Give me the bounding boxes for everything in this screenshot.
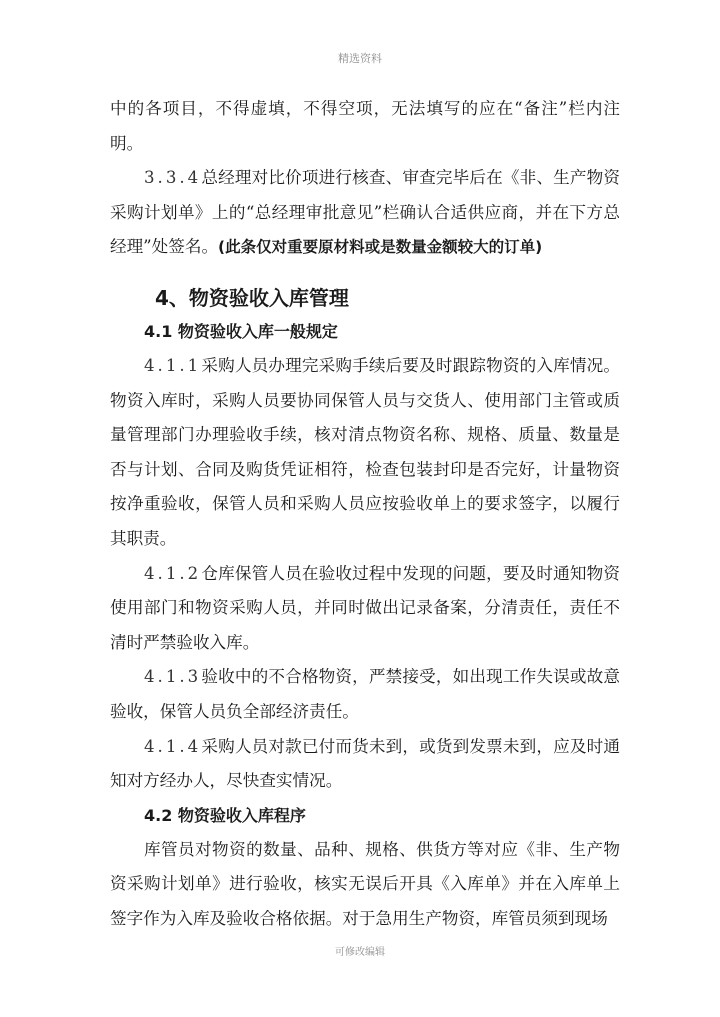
clause-number: 4.1.2: [144, 563, 202, 583]
clause-number: 3.3.4: [144, 168, 202, 188]
section-heading-4: 4、物资验收入库管理: [155, 285, 349, 310]
subsection-heading-4-2: 4.2 物资验收入库程序: [144, 805, 306, 825]
paragraph-4-1-2: [110, 557, 620, 661]
clause-number: 4.1.3: [144, 667, 202, 687]
clause-text: 总经理对比价项进行核查、审查完毕后在《非、生产物资采购计划单》上的“总经理审批意见”栏确认合适供应商，并在下方总经理”处签名。: [110, 168, 620, 257]
paragraph-4-1-1: [110, 349, 620, 557]
page-footer: 可修改编辑: [335, 947, 385, 958]
clause-text: 验收中的不合格物资，严禁接受，如出现工作失误或故意验收，保管人员负全部经济责任。: [110, 667, 620, 721]
paragraph-4-2: 库管员对物资的数量、品种、规格、供货方等对应《非、生产物资采购计划单》进行验收，核实无误后开具《入库单》并在入库单上签字作为入库及验收合格依据。对于急用生产物资，库管员须到现场: [110, 839, 620, 928]
paragraph-4-1-4: [110, 730, 620, 799]
clause-text: 采购人员对款已付而货未到，或货到发票未到，应及时通知对方经办人，尽快查实情况。: [110, 736, 620, 791]
document-body: [110, 92, 620, 936]
clause-number: 4.1.1: [144, 355, 202, 375]
clause-bold-note: (此条仅对重要原材料或是数量金额较大的订单): [218, 238, 543, 257]
paragraph-continued: 中的各项目，不得虚填，不得空项，无法填写的应在“备注”栏内注明。: [110, 99, 620, 153]
clause-number: 4.1.4: [144, 736, 202, 756]
subsection-heading-4-1: 4.1 物资验收入库一般规定: [144, 321, 338, 341]
clause-text: 采购人员办理完采购手续后要及时跟踪物资的入库情况。物资入库时，采购人员要协同保管人员与交货人、使用部门主管或质量管理部门办理验收手续，核对清点物资名称、规格、质量、数量是否与计划、合同及购货凭证相符，检查包装封印是否完好，计量物资按净重验收，保管人员和采购人员应按验收单上的要求签字，以履行其职责。: [110, 355, 620, 548]
paragraph-3-3-4: [110, 161, 620, 265]
page-header: 精选资料: [338, 52, 382, 65]
paragraph-4-1-3: [110, 660, 620, 729]
clause-text: 仓库保管人员在验收过程中发现的问题，要及时通知物资使用部门和物资采购人员，并同时做出记录备案，分清责任，责任不清时严禁验收入库。: [110, 563, 620, 652]
